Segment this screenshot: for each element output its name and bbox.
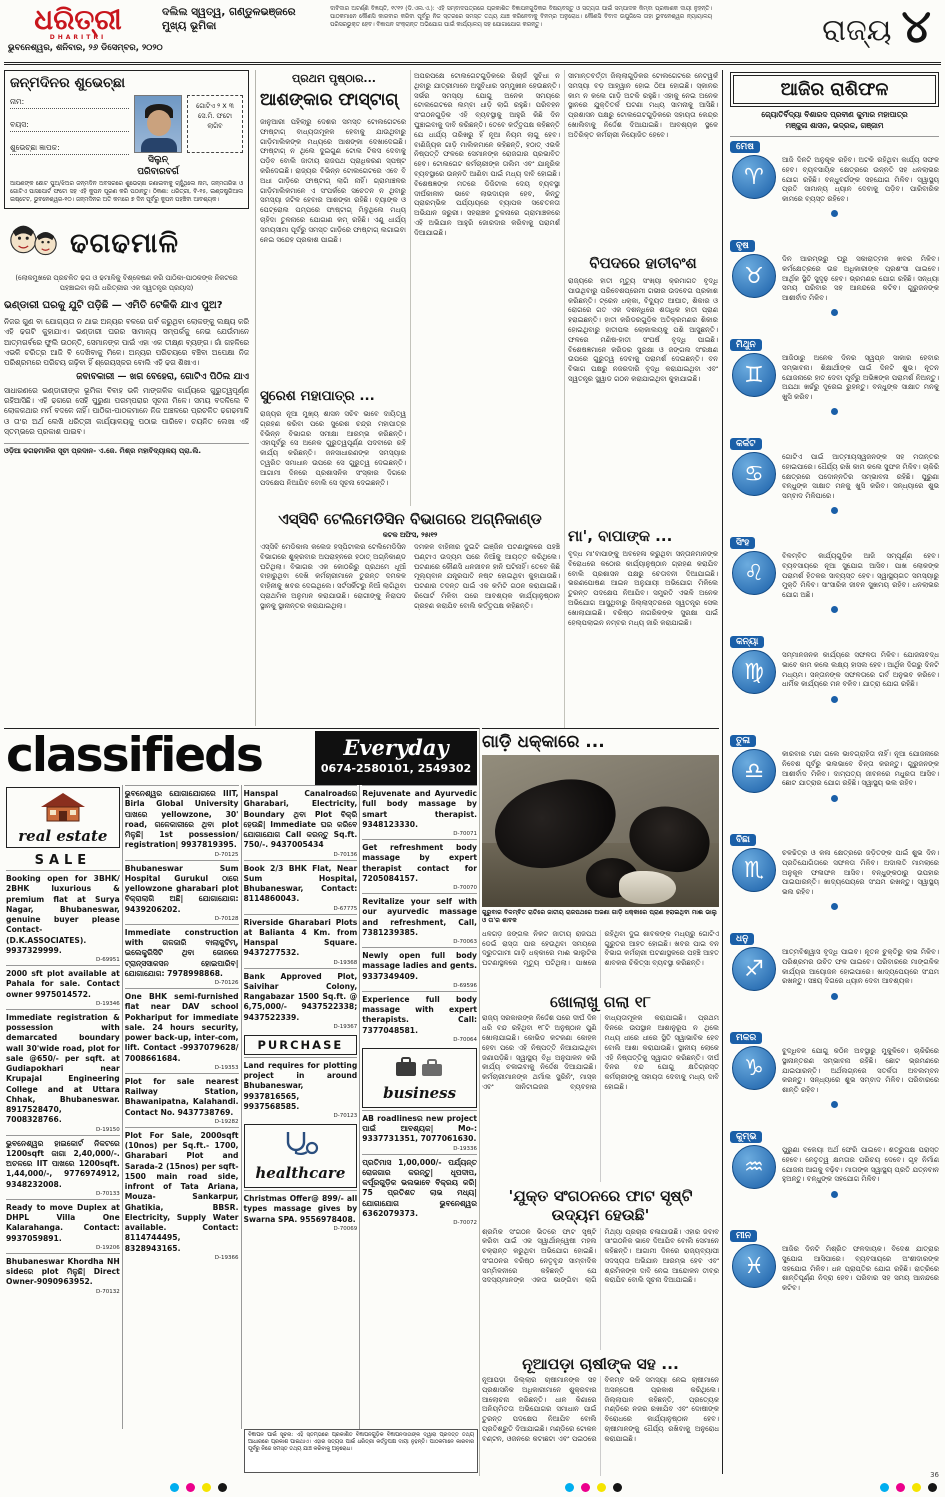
cyan-dot <box>880 1483 889 1492</box>
separator-dot <box>831 507 838 514</box>
yellow-dot <box>202 1483 211 1492</box>
fastag-body-col3: ସୀମାନ୍ତବର୍ତ୍ତୀ ଜିଲ୍ଲାଗୁଡ଼ିକର ଟୋଲଗେଟରେ ନେଟୱର୍କ ସମସ୍ୟା ବଡ଼ ଆହ୍ୱାନ ହୋଇ ଠିଆ ହୋଇଛି। ସ୍କାନର କାମ ନ କଲେ ଗାଡ଼ି ଅଟକି ରହୁଛି। ଏହାକୁ ନେଇ ଅନେକ ସ୍ଥାନରେ ଯୁକ୍ତିତର୍କ ଘଟଣା ମଧ୍ୟ ସାମନାକୁ ଆସିଛି। ପ୍ରଶାସନ ପକ୍ଷରୁ ଟୋଲଗେଟଗୁଡ଼ିକରେ ସହାୟତା କେନ୍ଦ୍ର ଖୋଲିବାକୁ ନିର୍ଦ୍ଦେଶ ଦିଆଯାଇଛି। ଆବଶ୍ୟକ ସ୍ଥଳେ ଅତିରିକ୍ତ କର୍ମଚାରୀ ନିୟୋଜିତ ହେବେ। <box>568 72 718 139</box>
separator-dot <box>831 606 838 613</box>
christmas-ad <box>244 1190 358 1234</box>
classified-ad <box>125 924 239 988</box>
separator-dot <box>831 993 838 1000</box>
ad-id: D-67775 <box>333 905 358 912</box>
dhagadhamali-credit: ଓଡ଼ିଆ ଢଗଢମାଳିର ସୂଚୀ ପ୍ରଦାନ- ଏ.ଜେ. ମିଶ୍ର ମହାବିଦ୍ୟାଳୟ ପ୍ରା.ଲି. <box>4 443 249 456</box>
fastag-headline: ଆଶଙ୍କାର ଫାସ୍ଟାଗ୍ <box>260 90 399 110</box>
zodiac-icon <box>732 1244 776 1288</box>
zodiac-icon <box>732 650 776 694</box>
fastag-body-col2: ଅପରପକ୍ଷେ ଟୋଲଗେଟଗୁଡ଼ିକରେ ରିଚାର୍ଜ ସୁବିଧା ନ ଥିବାରୁ ଯାତ୍ରୀମାନେ ଅସୁବିଧାର ସମ୍ମୁଖୀନ ହେଉଛନ୍ତି। ସର୍ଭର ସମସ୍ୟା ଯୋଗୁ ଅନେକ ସମୟରେ ଟୋଲଗେଟରେ ଲମ୍ବା ଧାଡ଼ି ଲାଗି ରହୁଛି। ପରିବହନ ସଂଗଠନଗୁଡ଼ିକ ଏହି ବ୍ୟବସ୍ଥାକୁ ଆହୁରି କିଛି ଦିନ ଘୁଞ୍ଚାଇବାକୁ ଦାବି କରିଛନ୍ତି। ତେବେ କର୍ତ୍ତୃପକ୍ଷ କହିଛନ୍ତି ଯେ ଧାର୍ଯ୍ୟ ତାରିଖରୁ ହିଁ ନୂଆ ନିୟମ ଲାଗୁ ହେବ। ବାଣିଜ୍ୟିକ ଗାଡ଼ି ମାଲିକମାନେ କହିଛନ୍ତି, ହଠାତ୍ ଏଭଳି ନିଷ୍ପତ୍ତି ଫଳରେ ସେମାନଙ୍କ ରୋଜଗାର ପ୍ରଭାବିତ ହେବ। ଟୋଲଗେଟ କର୍ମଚାରୀଙ୍କ ତାଲିମ ଏବଂ ଯାନ୍ତ୍ରିକ ବ୍ୟବସ୍ଥାରେ ଉନ୍ନତି ଆଣିବା ପାଇଁ ମଧ୍ୟ ଦାବି ହୋଇଛି। ବିଶେଷଜ୍ଞଙ୍କ ମତରେ ଡିଜିଟାଲ ଦେୟ ବ୍ୟବସ୍ଥା ଦୀର୍ଘକାଳୀନ ଭାବେ ଲାଭଦାୟକ ହେବ, କିନ୍ତୁ ପ୍ରାରମ୍ଭିକ ପର୍ଯ୍ୟାୟରେ ବ୍ୟାପକ ସଚେତନତା ଅଭିଯାନ ଜରୁରୀ। ସହରାଞ୍ଚଳ ତୁଳନାରେ ଗ୍ରାମାଞ୍ଚଳରେ ଏହି ଅଭିଯାନ ଆହୁରି ଜୋରଦାର କରିବାକୁ ପରାମର୍ଶ ଦିଆଯାଇଛି। <box>414 72 560 237</box>
elephant-body: ରାଜ୍ୟରେ ହାତୀ ମୃତ୍ୟୁ ସଂଖ୍ୟା କ୍ରମାଗତ ବୃଦ୍ଧି ପାଉଥିବାରୁ ପରିବେଶପ୍ରେମୀ ଗଭୀର ଉଦବେଗ ପ୍ରକାଶ କରିଛନ୍ତି। ଟ୍ରେନ ଧକ୍କା, ବିଦ୍ୟୁତ ଆଘାତ, ଶିକାର ଓ ରୋଗରେ ଗତ ଏକ ଦଶନ୍ଧିରେ ଶତାଧିକ ହାତୀ ପ୍ରାଣ ହରାଇଛନ୍ତି। ହାତୀ କରିଡରଗୁଡ଼ିକ ଅତିକ୍ରମଣର ଶିକାର ହୋଇଥିବାରୁ ହାତୀପଲ ଲୋକାଲୟକୁ ପଶି ଆସୁଛନ୍ତି। ଫଳରେ ମଣିଷ-ହାତୀ ସଂଘର୍ଷ ବୃଦ୍ଧି ପାଇଛି। ବିଶେଷଜ୍ଞମାନେ କରିଡର ସୁରକ୍ଷା ଓ ଜଙ୍ଗଲ ସଂରକ୍ଷଣ ଉପରେ ଗୁରୁତ୍ୱ ଦେବାକୁ ପରାମର୍ଶ ଦେଇଛନ୍ତି। ବନ ବିଭାଗ ପକ୍ଷରୁ ନଜରଦାରି ବୃଦ୍ଧି କରାଯାଇଥିବା ଏବଂ ସ୍ୱତନ୍ତ୍ର ସ୍କ୍ୱାଡ ଗଠନ କରାଯାଇଥିବା କୁହାଯାଇଛି। <box>568 277 718 383</box>
black-dot <box>218 1483 227 1492</box>
column-rule <box>564 70 565 728</box>
sign-prediction: ଆଜିର ଦିନଟି ମିଶ୍ରିତ ଫଳଦାୟକ। ବିଦେଶ ଯାତ୍ରାର ସୁଯୋଗ ଆସିପାରେ। ବ୍ୟବସାୟରେ ଅଂଶୀଦାରଙ୍କ ସହଯୋଗ ମିଳିବ। ଧନ ପ୍ରାପ୍ତିର ଯୋଗ ରହିଛି। ରାତ୍ରିରେ ଶାନ୍ତିପୂର୍ଣ୍ଣ ନିଦ୍ରା ହେବ। ପରିବାର ସହ ସମୟ ଆନନ୍ଦରେ କଟିବ। <box>782 1245 939 1293</box>
ad-id: D-70126 <box>214 980 239 986</box>
logo-text: ଧରିତ୍ରୀ <box>34 3 122 36</box>
zodiac-glyph: ♋ <box>744 461 764 487</box>
newspaper-logo <box>8 3 163 54</box>
business-logo-box <box>362 1048 477 1108</box>
birthday-field-age: ବୟସ: <box>10 120 129 132</box>
horoscope-sign <box>730 535 939 634</box>
scb-body-col1: ଏସ୍‌ସିବି ମେଡିକାଲ କଲେଜ ହସ୍ପିଟାଲର ଟେଲିମେଡିସିନ ବିଭାଗରେ ଶୁକ୍ରବାର ଅପରାହ୍ନରେ ହଠାତ୍ ଅଗ୍ନିକାଣ୍ଡ ଘଟିଥିଲା। ବିଭାଗର ଏକ କୋଠରିରୁ ପ୍ରଥମେ ଧୂଆଁ ବାହାରୁଥିବା ଦେଖି କର୍ମଚାରୀମାନେ ତୁରନ୍ତ ଦମକଳ ବାହିନୀକୁ ଖବର ଦେଇଥିଲେ। ସର୍ଟସର୍କିଟରୁ ନିଆଁ ଲାଗିଥିବା ପ୍ରାଥମିକ ଅନୁମାନ କରାଯାଉଛି। ରୋଗୀଙ୍କୁ ନିରାପଦ ସ୍ଥାନକୁ ସ୍ଥାନାନ୍ତର କରାଯାଇଥିଲା। <box>260 543 406 610</box>
ad-id: D-70128 <box>214 915 239 922</box>
ad-text: ଭୁବନେଶ୍ୱର ଯୋଗାଯୋଗରେ IIIT, Birla Global University ପାଖରେ yellowzone, 30' road, ଗଳେକାରୀରେ ଥିବା plot ମିଳୁଛି| 1st possession/ registration| 9937819395. <box>124 789 239 850</box>
separator-dot <box>831 696 838 703</box>
ad-id: D-70123 <box>333 1113 358 1119</box>
ad-text: Newly open full body massage ladies and gents. 9337349409. <box>362 951 477 981</box>
birthday-field-sender: ଶୁଭେଚ୍ଛା ଜ୍ଞାପକ: <box>10 143 129 155</box>
zodiac-icon <box>732 749 776 793</box>
classified-ad <box>362 839 477 893</box>
nuapada-body: ନୂଆପଡ଼ା ଜିଲ୍ଲାର ଚାଷୀମାନଙ୍କ ସହ ପ୍ରଶାସନିକ ଅଧିକାରୀମାନେ ଶୁକ୍ରବାର ଆଲୋଚନା କରିଛନ୍ତି। ଧାନ କିଣାରେ ଅନିୟମିତତା ଅଭିଯୋଗର ସମାଧାନ ପାଇଁ ତୁରନ୍ତ ପଦକ୍ଷେପ ନିଆଯିବ ବୋଲି ପ୍ରତିଶ୍ରୁତି ଦିଆଯାଇଛି। ମଣ୍ଡିରେ ଟୋକନ ବଣ୍ଟନ, ଓଜନରେ କଟାଛଟା ଏବଂ ପଇଠରେ ବିଳମ୍ବ ଭଳି ସମସ୍ୟା ନେଇ ଚାଷୀମାନେ ଅସନ୍ତୋଷ ପ୍ରକାଶ କରିଥିଲେ। ଜିଲ୍ଲାପାଳ କହିଛନ୍ତି, ପ୍ରତ୍ୟେକ ମଣ୍ଡିରେ ନଜର ରଖାଯିବ ଏବଂ ଦୋଷୀଙ୍କ ବିରୋଧରେ କାର୍ଯ୍ୟାନୁଷ୍ଠାନ ହେବ। ଚାଷୀମାନଙ୍କୁ ଧୈର୍ଯ୍ୟ ରଖିବାକୁ ଅନୁରୋଧ କରାଯାଇଛି। <box>482 1376 719 1443</box>
ad-text: Plot For Sale, 2000sqft (10nos) per Sq.ft.- 1700, Gharabari Plot and Sarada-2 (15nos) per sqft-1500 main road side, infront of Tata Ariana, Mouza- Sankarpur, Ghatikia, BBSR. Electricity, Supply Water available. Contact: 8114744495, 8328943165. <box>124 1130 239 1253</box>
khola-body: ରାଜ୍ୟ ସରକାରଙ୍କ ନିର୍ଦ୍ଦେଶ ପରେ ଦୀର୍ଘ ଦିନ ଧରି ବନ୍ଦ ରହିଥିବା ୧୮ଟି ଅନୁଷ୍ଠାନ ପୁଣି ଖୋଲାଯାଇଛି। କୋଭିଡ କଟକଣା କୋହଳ ହେବା ପରେ ଏହି ନିଷ୍ପତ୍ତି ନିଆଯାଇଥିବା ଜଣାପଡ଼ିଛି। ସ୍ୱାସ୍ଥ୍ୟ ବିଧି ଅନୁପାଳନ କରି କାର୍ଯ୍ୟ ଚଳାଇବାକୁ ନିର୍ଦ୍ଦେଶ ଦିଆଯାଇଛି। କର୍ମଚାରୀମାନଙ୍କ ଥର୍ମାଲ ସ୍କ୍ରିନିଂ, ମାସ୍କ ଏବଂ ସାନିଟାଇଜର ବ୍ୟବହାର ବାଧ୍ୟତାମୂଳକ କରାଯାଇଛି। ପ୍ରଥମ ଦିନରେ ଉପସ୍ଥାନ ଆଶାନୁରୂପ ନ ଥିଲେ ମଧ୍ୟ ଧୀରେ ଧୀରେ ସ୍ଥିତି ସ୍ୱାଭାବିକ ହେବ ବୋଲି ଆଶା କରାଯାଉଛି। ସ୍ଥାନୀୟ ଲୋକେ ଏହି ନିଷ୍ପତ୍ତିକୁ ସ୍ୱାଗତ କରିଛନ୍ତି। ଦୀର୍ଘ ଦିନର ବନ୍ଦ ଯୋଗୁ କ୍ଷତିଗ୍ରସ୍ତ କର୍ମଚାରୀଙ୍କୁ ସହାୟତା ଦେବାକୁ ମଧ୍ୟ ଦାବି ହୋଇଛି। <box>482 1014 719 1091</box>
divider <box>730 136 939 137</box>
zodiac-sign-name: ଧନୁ <box>730 933 754 945</box>
real-estate-label: real estate <box>18 827 108 845</box>
classifieds-col-3 <box>242 785 361 1429</box>
classified-ad <box>362 947 477 991</box>
ad-text: Riverside Gharabari Plots at Balianta 4 Km. from Hanspal Square. 9437277532. <box>243 917 358 958</box>
sign-prediction: ଚଳଚ୍ଚିତ୍ର ଓ କଳା କ୍ଷେତ୍ରରେ ଜଡ଼ିତଙ୍କ ପାଇଁ ଶୁଭ ଦିନ। ପ୍ରତିଯୋଗିତାରେ ସଫଳତା ମିଳିବ। ଅଦାଲତି ମାମଲାରେ ଅନୁକୂଳ ଫଳାଫଳ ଆସିବ। ବନ୍ଧୁଙ୍କଠାରୁ ଉପହାର ପାଇପାରନ୍ତି। ଖାଦ୍ୟପେୟରେ ସଂଯମ ରଖନ୍ତୁ। ସ୍ୱାସ୍ଥ୍ୟ ଭଲ ରହିବ। <box>782 849 939 897</box>
ads-col1 <box>6 870 120 1297</box>
column-rule <box>410 70 411 506</box>
zodiac-icon <box>732 1046 776 1090</box>
cartoon-faces-icon <box>4 217 62 271</box>
bear-photo-caption: ଗୁରୁବାର ବିଳମ୍ବିତ ରାତିରେ ଜାତୀୟ ରାଜପଥରେ ଅଜଣା ଗାଡ଼ି ଧକ୍କାରେ ପ୍ରାଣ ହରାଇଥିବା ମାଈ ଭାଲୁ ଓ ତା'ର ଶାବକ <box>482 909 718 925</box>
classifieds-section <box>4 728 480 1476</box>
real-estate-logo-box <box>6 787 120 848</box>
zodiac-glyph: ♓ <box>744 1253 764 1279</box>
classified-ad <box>362 1110 477 1154</box>
sale-header: SALE <box>34 853 92 868</box>
classified-ad <box>6 870 120 965</box>
black-dot <box>928 1483 937 1492</box>
ad-id: D-19368 <box>333 959 358 966</box>
zodiac-glyph: ♍ <box>744 659 764 685</box>
ad-id: D-69951 <box>96 957 120 963</box>
magenta-dot <box>186 1483 195 1492</box>
masthead <box>4 0 941 65</box>
sign-prediction: ଆତ୍ମବିଶ୍ୱାସ ବୃଦ୍ଧି ପାଇବ। ନୂତନ ଚୁକ୍ତିରୁ ଲାଭ ମିଳିବ। ପରିଶ୍ରମର ଉଚିତ ଫଳ ପାଇବେ। ପରିବାରରେ ମାଙ୍ଗଳିକ କାର୍ଯ୍ୟର ଆୟୋଜନ ହୋଇପାରେ। ଖାଦ୍ୟପେୟରେ ସଂଯମ ରଖନ୍ତୁ। ସଞ୍ଚୟ ଦିଗରେ ଧ୍ୟାନ ଦେବା ଆବଶ୍ୟକ। <box>782 948 939 986</box>
ads-col3 <box>244 785 358 1032</box>
birthday-child-photo <box>134 95 182 153</box>
horoscope-sign <box>730 634 939 733</box>
classifieds-col-1 <box>4 785 123 1429</box>
classifieds-title: classifieds <box>6 728 262 783</box>
house-icon <box>33 791 93 823</box>
black-dot <box>613 1483 622 1492</box>
ad-text: Book 2/3 BHK Flat, Near Sum Hospital, Bhubaneswar, Contact: 8114860043. <box>243 863 358 904</box>
dhagadhamali-body-2: ସାଧାରଣରେ ଭଣ୍ଡାରୀଙ୍କ ଭୂମିକା ବିବାହ ଭଳି ମାଙ୍ଗଳିକ କାର୍ଯ୍ୟରେ ଗୁରୁତ୍ୱପୂର୍ଣ୍ଣ ରହିଆସିଛି। ଏହି ଢଗରେ ସେହି ପୁରୁଣା ପରମ୍ପରାର ସୂଚନା ମିଳେ। ସମୟ ବଦଳିଲେ ବି ଲୋକକଥାର ମର୍ମ ବଦଳେ ନାହିଁ। ପାଠିକା-ପାଠକମାନେ ନିଜ ଅଞ୍ଚଳରେ ପ୍ରଚଳିତ ଢଗଢମାଳି ଓ ତା'ର ଅର୍ଥ ଲେଖି ଧରିତ୍ରୀ କାର୍ଯ୍ୟାଳୟକୁ ପଠାଇ ପାରିବେ। ଚୟନିତ ଲେଖା ଏହି ସ୍ତମ୍ଭରେ ପ୍ରକାଶ ପାଇବ। <box>4 385 249 437</box>
birthday-title: ଜନ୍ମଦିନର ଶୁଭେଚ୍ଛା <box>10 75 126 91</box>
zodiac-glyph: ♏ <box>744 857 764 883</box>
ad-id: D-19206 <box>96 1244 120 1251</box>
horoscope-sign <box>730 733 939 832</box>
horoscope-sign <box>730 436 939 535</box>
classified-ad <box>125 988 239 1073</box>
khola-headline: ଖୋଲାଖୁ ଗଲା ୧୮ <box>550 992 651 1011</box>
union-body: ଶ୍ରମିକ ସଂଗଠନ ଭିତରେ ଫାଟ ସୃଷ୍ଟି କରିବା ପାଇଁ ଏକ ସ୍ୱାର୍ଥାନ୍ୱେଷୀ ମହଲ ଚକ୍ରାନ୍ତ କରୁଥିବା ଅଭିଯୋଗ ହୋଇଛି। ସଂଗଠନର ବରିଷ୍ଠ ନେତୃବୃନ୍ଦ ସାମ୍ବାଦିକ ସମ୍ମିଳନୀରେ କହିଛନ୍ତି ଯେ ସଦସ୍ୟମାନଙ୍କ ଏକତା ଭାଙ୍ଗିବା ଲାଗି ମିଥ୍ୟା ପ୍ରଚାର ଚଳାଯାଉଛି। ଏହାର ଜବାବ ସାଂଗଠନିକ ଭାବେ ଦିଆଯିବ ବୋଲି ସେମାନେ କହିଛନ୍ତି। ଆଗାମୀ ଦିନରେ ରାଜ୍ୟବ୍ୟାପୀ ସଦସ୍ୟତା ଅଭିଯାନ ଆରମ୍ଭ ହେବ ଏବଂ ଶ୍ରମିକଙ୍କ ଦାବି ନେଇ ଆନ୍ଦୋଳନ ତୀବ୍ର କରାଯିବ ବୋଲି ସୂଚନା ଦିଆଯାଇଛି। <box>482 1227 719 1285</box>
classified-ad <box>244 968 358 1032</box>
ads-col2 <box>125 785 239 1263</box>
classifieds-brand-box <box>315 731 477 785</box>
zodiac-icon <box>732 551 776 595</box>
zodiac-sign-name: ବିଛା <box>730 834 756 846</box>
ad-id: D-19367 <box>333 1023 358 1030</box>
bear-headline: ଗାଡ଼ି ଧକ୍କାରେ ... <box>482 732 605 752</box>
ad-id: D-70133 <box>96 1190 120 1197</box>
scb-dateline: କଟକ ଅଫିସ, ୨୫ା୧୨ <box>382 531 438 539</box>
classified-ad <box>6 1009 120 1135</box>
ads-col4 <box>362 785 477 1045</box>
horoscope-sign <box>730 337 939 436</box>
ad-text: Booking open for 3BHK/ 2BHK luxurious & premium flat at Surya Nagar, Bhubaneswar, genuine buyer please Contact- (D.K.ASSOCIATES). 9937329999. <box>6 874 120 955</box>
ad-id: D-69596 <box>453 982 477 989</box>
purchase-header: PURCHASE <box>244 1035 358 1055</box>
classified-ad <box>362 785 477 839</box>
separator-dot <box>831 903 838 910</box>
photo-face <box>147 110 171 136</box>
dateline: ଭୁବନେଶ୍ୱର, ଶନିବାର, ୨୬ ଡିସେମ୍ବର, ୨୦୨୦ <box>8 43 163 54</box>
parents-headline: ମା', ବାପାଙ୍କ ... <box>568 527 673 545</box>
classified-ad <box>362 1154 477 1229</box>
sign-prediction: ଦିନ ଆରମ୍ଭରୁ ଘରୁ ସକାରାତ୍ମକ ଖବର ମିଳିବ। କର୍ମକ୍ଷେତ୍ରରେ ଉଚ୍ଚ ଅଧିକାରୀଙ୍କ ପ୍ରଶଂସା ପାଇବେ। ଆର୍ଥିକ ସ୍ଥିତି ସୁଦୃଢ଼ ହେବ। ଭ୍ରମଣର ଯୋଗ ରହିଛି। ସନ୍ଧ୍ୟା ସମୟ ପରିବାର ସହ ଆନନ୍ଦରେ କଟିବ। ଗୁରୁଜନଙ୍କ ଆଶୀର୍ବାଦ ମିଳିବ। <box>782 255 939 303</box>
ad-text: Hanspal Canalroadରେ Gharabari, Electricity, Boundary ଥିବା Plot ବିକ୍ରି ହେଉଛି| Immediate ଘର କରିବେ ଯୋଗାଯୋଗ Call କରନ୍ତୁ Sq.ft. 750/-. 9437005434 <box>243 789 358 850</box>
magenta-dot <box>896 1483 905 1492</box>
ads-col4b <box>362 1110 477 1228</box>
ad-id: D-19346 <box>96 1000 120 1007</box>
print-registration-strip <box>0 1479 945 1497</box>
horoscope-sign <box>730 1129 939 1228</box>
cyan-dot <box>565 1483 574 1492</box>
zodiac-sign-name: ମୀନ <box>730 1230 757 1242</box>
zodiac-sign-name: କନ୍ୟା <box>730 636 764 648</box>
union-headline: 'ଯୁକ୍ତ ସଂଗଠନରେ ଫାଟ ସୃଷ୍ଟି ଉଦ୍ୟମ ହେଉଛି' <box>508 1187 693 1224</box>
suresh-body: ରାଜ୍ୟର ନୂଆ ମୁଖ୍ୟ ଶାସନ ସଚିବ ଭାବେ ଦାୟିତ୍ୱ ଗ୍ରହଣ କରିବା ପରେ ସୁରେଶ ଚନ୍ଦ୍ର ମହାପାତ୍ର ବିଭିନ୍ନ ବିଭାଗର ସମୀକ୍ଷା ଆରମ୍ଭ କରିଛନ୍ତି। ଏହାପୂର୍ବରୁ ସେ ଅନେକ ଗୁରୁତ୍ୱପୂର୍ଣ୍ଣ ପଦବୀରେ ରହି କାର୍ଯ୍ୟ କରିଛନ୍ତି। ଜନସାଧାରଣଙ୍କ ସମସ୍ୟାର ତ୍ୱରିତ ସମାଧାନ ଉପରେ ସେ ଗୁରୁତ୍ୱ ଦେଇଛନ୍ତି। ଆଗାମୀ ଦିନରେ ପ୍ରଶାସନିକ ସଂସ୍କାର ଦିଗରେ ପଦକ୍ଷେପ ନିଆଯିବ ବୋଲି ସେ ସୂଚନା ଦେଇଛନ୍ତି। <box>260 410 406 487</box>
scb-body-col2: ଦମକଳ ବାହିନୀର ଦୁଇଟି ଇଞ୍ଜିନ ଘଟଣାସ୍ଥଳରେ ପହଞ୍ଚି ଘଣ୍ଟାଏ ଉଦ୍ୟମ ପରେ ନିଆଁକୁ ଆୟତ୍ତ କରିଥିଲେ। ଘଟଣାରେ କୌଣସି ଧନଜୀବନ ହାନି ଘଟିନାହିଁ। ତେବେ କିଛି ମୂଲ୍ୟବାନ ଯନ୍ତ୍ରପାତି ନଷ୍ଟ ହୋଇଥିବା କୁହାଯାଉଛି। ଘଟଣାର ତଦନ୍ତ ପାଇଁ ଏକ କମିଟି ଗଠନ କରାଯାଇଛି। ରିପୋର୍ଟ ମିଳିବା ପରେ ଆବଶ୍ୟକ କାର୍ଯ୍ୟାନୁଷ୍ଠାନ ଗ୍ରହଣ କରାଯିବ ବୋଲି କର୍ତ୍ତୃପକ୍ଷ କହିଛନ୍ତି। <box>414 543 560 610</box>
birthday-wishes-box <box>4 70 249 209</box>
ad-text: Christmas Offer@ 899/- all types massage gives by Swarna SPA. 9556978408. <box>243 1194 358 1224</box>
zodiac-glyph: ♌ <box>744 560 764 586</box>
classified-ad <box>125 785 239 860</box>
zodiac-sign-name: ମେଷ <box>730 141 760 153</box>
ad-id: D-19336 <box>453 1145 477 1152</box>
healthcare-logo-box <box>244 1124 358 1188</box>
masthead-notice <box>162 6 712 33</box>
ad-id: D-70125 <box>214 851 239 858</box>
zodiac-sign-name: ମକର <box>730 1032 762 1044</box>
ad-id: D-70136 <box>333 851 358 858</box>
horoscope-list <box>730 139 939 1327</box>
nuapada-headline: ନୂଆପଡ଼ା ଚାଷୀଙ୍କ ସହ ... <box>522 1354 679 1373</box>
cyan-dot <box>170 1483 179 1492</box>
ad-id: D-19353 <box>214 1064 239 1071</box>
sign-prediction: ବିଳମ୍ବିତ କାର୍ଯ୍ୟଗୁଡ଼ିକ ଆଜି ସମ୍ପୂର୍ଣ୍ଣ ହେବ। ବ୍ୟବସାୟରେ ନୂଆ ସୁଯୋଗ ଆସିବ। ପାଖ ଲୋକଙ୍କ ପରାମର୍ଶ ହିତକର ସାବ୍ୟସ୍ତ ହେବ। ସ୍ୱାସ୍ଥ୍ୟଗତ ସମସ୍ୟାରୁ ମୁକ୍ତି ମିଳିବ। ସାଂସାରିକ ଜୀବନ ସୁଖମୟ ରହିବ। ଧନଲାଭର ଯୋଗ ଅଛି। <box>782 552 939 600</box>
healthcare-label: healthcare <box>255 1164 346 1182</box>
ad-text: 2000 sft plot available at Pahala for sale. Contact owner 9975014572. <box>6 969 120 999</box>
horoscope-title: ଆଜିର ରାଶିଫଳ <box>733 75 936 104</box>
ad-id: D-70064 <box>453 1036 477 1043</box>
print-folio-number: 36 <box>930 1471 939 1479</box>
ad-id: D-70071 <box>453 831 477 837</box>
zodiac-sign-name: ତୁଳା <box>730 735 756 747</box>
zodiac-icon <box>732 155 776 199</box>
classifieds-header <box>4 729 479 785</box>
ad-text: Land requires for plotting project in around Bhubaneswar, 9937816565, 9937568585. <box>243 1060 358 1111</box>
zodiac-icon <box>732 353 776 397</box>
notice-body: ଦାବିଦାର ଅଟର୍ଣ୍ଣି ବିଜ୍ଞପ୍ତି, ୧୯୧୨ (ଡି.ଏଲ.ଏ.): ଏହି ସମ୍ବାଦପତ୍ରରେ ପ୍ରକାଶିତ ବିଜ୍ଞାପନଗୁଡ଼ିକର ବିଷୟବସ୍ତୁ ଓ ସତ୍ୟତା ପାଇଁ ସମ୍ପାଦକ କିମ୍ବା ପ୍ରକାଶକ ଦାୟୀ ନୁହନ୍ତି। ପାଠକମାନେ କୌଣସି କାରବାର କରିବା ପୂର୍ବରୁ ନିଜ ସ୍ତରରେ ସମସ୍ତ ତଥ୍ୟ ଯାଞ୍ଚ କରିନେବାକୁ ବିନମ୍ର ଅନୁରୋଧ। କୌଣସି ବିବାଦ ଉପୁଜିଲେ ତାହା ଭୁବନେଶ୍ୱର ନ୍ୟାୟାଳୟ ପରିସରଭୁକ୍ତ ହେବ। ବିଜ୍ଞାପନ ସଂକ୍ରାନ୍ତ ଅଭିଯୋଗ ପାଇଁ କାର୍ଯ୍ୟାଳୟ ସହ ଯୋଗାଯୋଗ କରନ୍ତୁ। <box>330 6 712 28</box>
continued-from-page1-label: ପ୍ରଥମ ପୃଷ୍ଠାର... <box>292 72 376 85</box>
ad-text: AB roadlinesର new project ପାଇଁ ଆବଶ୍ୟକ| Mo-: 9337731351, 7077061630. <box>362 1113 477 1144</box>
ad-id: D-19150 <box>96 1126 120 1133</box>
classified-ad <box>6 1199 120 1253</box>
sign-prediction: ପୁରୁଣା ବକେୟା ଅର୍ଥ ଫେରି ପାଇବେ। ଶତ୍ରୁପକ୍ଷ ପରାସ୍ତ ହେବେ। ନେତୃତ୍ୱ କ୍ଷମତାର ପରିଚୟ ଦେବେ। ଗୃହ ନିର୍ମାଣ ଯୋଜନା ଆଗକୁ ବଢ଼ିବ। ମାତାଙ୍କ ସ୍ୱାସ୍ଥ୍ୟ ପ୍ରତି ଯତ୍ନବାନ ହୁଅନ୍ତୁ। ବନ୍ଧୁଙ୍କ ସହଯୋଗ ମିଳିବ। <box>782 1146 939 1184</box>
bear-body: ଧଳଗଡ଼ ଜଙ୍ଗଲ ନିକଟ ଜାତୀୟ ରାଜପଥ ଡେଇଁ ରାସ୍ତା ପାର ହେଉଥିବା ସମୟରେ ଦ୍ରୁତଗାମୀ ଗାଡ଼ି ଧକ୍କାରେ ମାଈ ଭାଲୁଟିର ଘଟଣାସ୍ଥଳରେ ମୃତ୍ୟୁ ଘଟିଥିଲା। ପାଖରେ ରହିଥିବା ଦୁଇ ଶାବକଙ୍କ ମଧ୍ୟରୁ ଗୋଟିଏ ଗୁରୁତର ଆହତ ହୋଇଛି। ଖବର ପାଇ ବନ ବିଭାଗ କର୍ମଚାରୀ ଘଟଣାସ୍ଥଳରେ ପହଞ୍ଚି ଆହତ ଶାବକର ଚିକିତ୍ସା ବ୍ୟବସ୍ଥା କରିଛନ୍ତି। <box>482 929 719 968</box>
classified-ad <box>6 965 120 1009</box>
zodiac-glyph: ♊ <box>744 362 764 388</box>
cmyk-marks-center <box>565 1483 622 1492</box>
classified-ad <box>125 1073 239 1127</box>
classified-ad <box>125 1127 239 1263</box>
logo-subtext: DHARITRI <box>49 34 107 42</box>
sign-prediction: ଆଜି ଦିନଟି ଅନୁକୂଳ ରହିବ। ଅଟକି ରହିଥିବା କାର୍ଯ୍ୟ ସଫଳ ହେବ। ବ୍ୟବସାୟିକ କ୍ଷେତ୍ରରେ ଉନ୍ନତି ସହ ଧନଲାଭର ଯୋଗ ରହିଛି। ବନ୍ଧୁବର୍ଗଙ୍କ ସହଯୋଗ ମିଳିବ। ସ୍ୱାସ୍ଥ୍ୟ ପ୍ରତି ସାମାନ୍ୟ ଧ୍ୟାନ ଦେବାକୁ ପଡ଼ିବ। ପାରିବାରିକ କାମରେ ବ୍ୟସ୍ତ ରହିବେ। <box>782 156 939 204</box>
zodiac-glyph: ♒ <box>744 1154 764 1180</box>
astrologer-name: ଜ୍ୟୋତିର୍ବିଦ୍ୟା ବିଶାରଦ ପ୍ରବୀଣ କୁମାର ମହାପାତ୍ର <box>761 110 908 119</box>
ad-id: D-70069 <box>333 1225 358 1232</box>
ad-text: Bank Approved Plot, Saivihar Colony, Rangabazar 1500 Sq.ft. @ 6,75,000/- 9437522338; 9437522339. <box>243 971 358 1022</box>
zodiac-glyph: ♐ <box>744 956 764 982</box>
zodiac-icon <box>732 1145 776 1189</box>
dhagadhamali-respondent: ଜବାବକାରୀ — ଖଗ ବେହେରା, ଗୋଟିଏ ପିଠିଲ ଯାଏ <box>76 371 249 382</box>
ad-id: D-70072 <box>453 1220 477 1226</box>
advert-disclaimer-box: ବିଜ୍ଞାପନ ପାଇଁ ସୂଚନା: ଏହି ସ୍ତମ୍ଭରେ ପ୍ରକାଶିତ ବିଜ୍ଞାପନଗୁଡ଼ିକ ବିଜ୍ଞାପନଦାତାଙ୍କ ଦ୍ୱାରା ପ୍ରଦତ୍ତ ତଥ୍ୟ ଆଧାରରେ ପ୍ରକାଶ ପାଇଥାଏ। ଏହାର ସତ୍ୟତା ପାଇଁ ଧରିତ୍ରୀ କର୍ତ୍ତୃପକ୍ଷ ଦାୟୀ ନୁହନ୍ତି। ପାଠକମାନେ କାରବାର ପୂର୍ବରୁ ନିଜେ ସମସ୍ତ ତଥ୍ୟ ଯାଞ୍ଚ କରିବାକୁ ଅନୁରୋଧ। <box>244 1429 478 1473</box>
elephant-headline: ବିପଦରେ ହାତୀବଂଶ <box>589 254 697 272</box>
separator-dot <box>831 795 838 802</box>
scb-fire-headline: ଏସ୍‌ସିବି ଟେଲିମେଡିସିନ ବିଭାଗରେ ଅଗ୍ନିକାଣ୍ଡ <box>278 510 542 528</box>
business-label: business <box>383 1083 457 1102</box>
dhagadhamali-verse: ଭଣ୍ଡାରୀ ଘରକୁ ଯୁଟି ପଡ଼ିଛି — ଏମିତି ଟେକିକି ଯାଏ ପୁଅ? <box>4 299 223 311</box>
classifieds-col-2 <box>123 785 242 1429</box>
ad-id: D-19366 <box>214 1254 239 1261</box>
left-column <box>4 70 256 726</box>
ad-text: Bhubaneswar Sum Hospital Gurukul ଠାରେ yellowzone gharabari plot ବିକ୍ରାଲାଗି ଅଛି| ଯୋଗାଯୋଗ: 9439206202. <box>124 863 239 914</box>
suresh-headline: ସୁରେଶ ମହାପାତ୍ର ... <box>260 388 375 404</box>
dhagadhamali-section <box>4 217 249 456</box>
dhagadhamali-body-1: ନିଜର ଗୁଣ ବା ଯୋଗ୍ୟତା ନ ଥାଇ ଅନ୍ୟର ବଳରେ ଗର୍ବ କରୁଥିବା ଲୋକଙ୍କୁ ଲକ୍ଷ୍ୟ କରି ଏହି ଢଗଟି କୁହାଯାଏ। ଭଣ୍ଡାରୀ ଘରର ସାମାନ୍ୟ ସମ୍ପର୍କକୁ ନେଇ ଯେଉଁମାନେ ଆତ୍ମଗର୍ବରେ ଫୁଲି ଉଠନ୍ତି, ସେମାନଙ୍କ ପାଇଁ ଏହା ଏକ ତୀକ୍ଷ୍ଣ ବ୍ୟଙ୍ଗ। ଗାଁ ଗହଳିରେ ଏଭଳି ଚରିତ୍ର ଆଜି ବି ଦେଖିବାକୁ ମିଳେ। ଅନ୍ୟର ପରିଚୟରେ ବଞ୍ଚିବା ଅପେକ୍ଷା ନିଜ ପରିଶ୍ରମରେ ପରିଚୟ ଗଢ଼ିବା ହିଁ ଶ୍ରେୟସ୍କର ବୋଲି ଏହି ଢଗ ଶିଖାଏ। <box>4 316 249 368</box>
classifieds-col-4 <box>360 785 479 1429</box>
ad-id: D-70063 <box>453 939 477 945</box>
astrologer-address: ମଞ୍ଜୁଳା ଶାସନ, ଭଦ୍ରକ, ଗଞ୍ଜାମ <box>785 120 884 130</box>
dhagadhamali-title: ଢଗଢମାଳି <box>70 228 179 260</box>
horoscope-sign <box>730 139 939 238</box>
birthday-sender: ପରିବାରବର୍ଗ <box>137 167 179 177</box>
zodiac-sign-name: ବୃଷ <box>730 240 755 252</box>
ad-text: Plot for sale nearest Railway Station, Bhawanipatna, Kalahandi. Contact No. 9437738769. <box>124 1076 239 1117</box>
classified-ad <box>244 860 358 914</box>
ad-text: ପ୍ରତିମାସ 1,00,000/- ପର୍ଯ୍ୟନ୍ତ ରୋଜଗାର କରନ୍ତୁ| ଧୂପଦୀପ, କର୍ପୂରଗୁଡ଼ିକ ଭଲଭାବେ ବିକ୍ରୟ କରି| 75 ପ୍ରତିଶତ ଲାଭ ମଧ୍ୟ| ଯୋଗାଯୋଗ ଭୁବନେଶ୍ୱର 6362079373. <box>362 1157 477 1218</box>
yellow-dot <box>912 1483 921 1492</box>
parents-body: ବୃଦ୍ଧ ମା'ବାପାଙ୍କୁ ଅବହେଳା କରୁଥିବା ସନ୍ତାନମାନଙ୍କ ବିରୋଧରେ କଠୋର କାର୍ଯ୍ୟାନୁଷ୍ଠାନ ଗ୍ରହଣ କରାଯିବ ବୋଲି ପ୍ରଶାସନ ପକ୍ଷରୁ ଚେତାବନୀ ଦିଆଯାଇଛି। ଭରଣପୋଷଣ ଆଇନ ଅନୁଯାୟୀ ଅଭିଯୋଗ ମିଳିଲେ ତୁରନ୍ତ ପଦକ୍ଷେପ ନିଆଯିବ। ସମ୍ପ୍ରତି ଏଭଳି ଅନେକ ଅଭିଯୋଗ ଆସୁଥିବାରୁ ଜିଲ୍ଲାସ୍ତରରେ ସ୍ୱତନ୍ତ୍ର ସେଲ ଖୋଲାଯାଇଛି। ବରିଷ୍ଠ ନାଗରିକଙ୍କ ସୁରକ୍ଷା ପାଇଁ ହେଲ୍ପଲାଇନ ନମ୍ବର ମଧ୍ୟ ଜାରି କରାଯାଇଛି। <box>568 550 718 627</box>
ad-text: Immediate registration & possession with demarcated boundary wall 30'wide road, plot for sale @650/- per sqft. at Gudiapokhari near Krupajal Engineering College and at Uttara Chhak, Bhubaneswar. 8917528470, 7008328766. <box>6 1012 120 1125</box>
ad-text: Bhubaneswar Khordha NH sideରେ plot ମିଳୁଛି| Direct Owner-9090963952. <box>6 1256 120 1287</box>
zodiac-glyph: ♑ <box>744 1055 764 1081</box>
separator-dot <box>831 1101 838 1108</box>
horoscope-column <box>722 70 941 1474</box>
horoscope-sign <box>730 238 939 337</box>
separator-dot <box>831 210 838 217</box>
classifieds-brand: Everyday <box>343 735 449 760</box>
classifieds-phones: 0674-2580101, 2549302 <box>320 762 472 775</box>
zodiac-icon <box>732 254 776 298</box>
photo-placeholder-box: ଗୋଟିଏ ୨ X ୩ ସେ.ମି. ଫଟୋ ଲାଗିବ <box>187 95 243 153</box>
zodiac-glyph: ♉ <box>744 263 764 289</box>
horoscope-sign <box>730 832 939 931</box>
separator-dot <box>831 1191 838 1198</box>
bear-photo <box>482 755 719 907</box>
cmyk-marks-right <box>880 1483 937 1492</box>
classifieds-columns <box>4 785 479 1429</box>
briefcase-icon <box>394 1054 446 1080</box>
page-number: ୪ <box>901 0 931 53</box>
horoscope-sign <box>730 1030 939 1129</box>
zodiac-glyph: ♎ <box>744 758 764 784</box>
classified-ad <box>125 860 239 924</box>
zodiac-icon <box>732 947 776 991</box>
sign-prediction: ଗୋଟିଏ ପାଇଁ ଆତ୍ମୀୟସ୍ୱଜନଙ୍କ ସହ ମତାନ୍ତର ହୋଇପାରେ। ଧୈର୍ଯ୍ୟ ରଖି କାମ କଲେ ସୁଫଳ ମିଳିବ। ଚାକିରି କ୍ଷେତ୍ରରେ ପଦୋନ୍ନତିର ସମ୍ଭାବନା ରହିଛି। ପୁରୁଣା ବନ୍ଧୁଙ୍କ ସାକ୍ଷାତ ମନକୁ ଖୁସି କରିବ। ସନ୍ଧ୍ୟାରେ ଶୁଭ ସମ୍ବାଦ ମିଳିପାରେ। <box>782 453 939 501</box>
ad-id: D-70070 <box>453 885 477 891</box>
separator-dot <box>831 309 838 316</box>
zodiac-sign-name: କୁମ୍ଭ <box>730 1131 762 1143</box>
ad-id: D-70132 <box>96 1288 120 1295</box>
photo-shirt <box>141 138 177 153</box>
notice-title: ଦଲିଲ ସ୍ୱତ୍ୱ, ଗଣ୍ଡୁଳଭଞ୍ଜରେ ମୁଖ୍ୟ ଭୂମିକା <box>162 6 296 32</box>
classified-ad <box>244 785 358 860</box>
magenta-dot <box>581 1483 590 1492</box>
section-label <box>822 0 931 53</box>
classified-ad <box>6 1253 120 1297</box>
zodiac-icon <box>732 452 776 496</box>
dhagadhamali-subtitle: (ଲୋକମୁଖରେ ପ୍ରଚଳିତ ଢଗ ଓ ଢମାଳିକୁ ବିଶ୍ଳେଷଣ କରି ପାଠିକା-ପାଠକଙ୍କ ନିକଟରେ ପହଞ୍ଚାଇବା ଲାଗି ଧରିତ୍ରୀର ଏକ ସ୍ୱତନ୍ତ୍ର ପ୍ରୟାସ) <box>15 274 238 292</box>
sign-prediction: ଆଜିଠାରୁ ଅନେକ ଦିନର ସ୍ୱପ୍ନ ସାକାର ହେବାର ସମ୍ଭାବନା। ଶିକ୍ଷାର୍ଥୀଙ୍କ ପାଇଁ ଦିନଟି ଶୁଭ। ନୂତନ ଯୋଜନାରେ ହାତ ଦେବା ପୂର୍ବରୁ ଅଭିଜ୍ଞଙ୍କ ପରାମର୍ଶ ନିଅନ୍ତୁ। ଅଯଥା ଖର୍ଚ୍ଚରୁ ଦୂରେଇ ରୁହନ୍ତୁ। ବନ୍ଧୁଙ୍କ ସାକ୍ଷାତ ମନକୁ ଖୁସି କରିବ। <box>782 354 939 402</box>
photo-article-zone <box>482 728 719 1476</box>
horoscope-sign <box>730 1228 939 1327</box>
ad-text: Get refreshment body massage by expert therapist contact for 7205084157. <box>362 843 477 883</box>
white-sack <box>619 871 676 904</box>
sign-prediction: ବୁଦ୍ଧିବଳ ଯୋଗୁ କଠିନ ଅବସ୍ଥାରୁ ମୁକୁଳିବେ। ଚାକିରିରେ ସ୍ଥାନାନ୍ତରଣ ସମ୍ଭାବନା ରହିଛି। ଛୋଟ ଭ୍ରମଣରେ ଯାଇପାରନ୍ତି। ଅର୍ଥଲଗ୍ନରେ ସତର୍କତା ଅବଲମ୍ବନ କରନ୍ତୁ। ସନ୍ଧ୍ୟାରେ ଶୁଭ ସମ୍ବାଦ ମିଳିବ। ପରିବାରରେ ଶାନ୍ତି ରହିବ। <box>782 1047 939 1095</box>
sign-prediction: କାରବାର ମନ୍ଦା ଗଲେ ଭାବଗ୍ରାହିତା ନାହିଁ। ନୂଆ ଯୋଜନାରେ ନିବେଶ ପୂର୍ବରୁ ଭଲଭାବେ ଚିନ୍ତା କରନ୍ତୁ। ଗୁରୁଜନଙ୍କ ଆଶୀର୍ବାଦ ମିଳିବ। ଦାମ୍ପତ୍ୟ ଜୀବନରେ ମଧୁରତା ଆସିବ। ଛୋଟ ଯାତ୍ରାର ଯୋଗ ରହିଛି। ସ୍ୱାସ୍ଥ୍ୟ ଭଲ ରହିବ। <box>782 750 939 788</box>
birthday-child-name: ସିଲୁନ୍ <box>148 155 168 165</box>
zodiac-sign-name: କର୍କଟ <box>730 438 762 450</box>
classified-ad <box>6 1135 120 1199</box>
zodiac-glyph: ♈ <box>744 164 764 190</box>
zodiac-icon <box>732 848 776 892</box>
fastag-body-col1: ଜାନୁଆରୀ ପହିଲାରୁ ଦେଶର ସମସ୍ତ ଟୋଲଗେଟରେ ଫାଷ୍ଟାଗ୍ ବାଧ୍ୟତାମୂଳକ ହେବାକୁ ଯାଉଥିବାରୁ ଗାଡ଼ିମାଲିକଙ୍କ ମଧ୍ୟରେ ଆଶଙ୍କା ଦେଖାଦେଇଛି। ଫାଷ୍ଟାଗ୍ ନ ଥିଲେ ଦୁଇଗୁଣ ଟୋଲ ଟିକସ ଦେବାକୁ ପଡ଼ିବ ବୋଲି ଜାତୀୟ ରାଜପଥ ପ୍ରାଧିକରଣ ସ୍ପଷ୍ଟ କରିଦେଇଛି। ରାଜ୍ୟର ବିଭିନ୍ନ ଟୋଲଗେଟରେ ଏବେ ବି ଅଧା ଗାଡ଼ିରେ ଫାଷ୍ଟାଗ୍ ଲାଗି ନାହିଁ। ଗ୍ରାମାଞ୍ଚଳର ଗାଡ଼ିମାଲିକମାନେ ଏ ସଂପର୍କରେ ସଚେତନ ନ ଥିବାରୁ ସମସ୍ୟା ଜଟିଳ ହେବାର ଆଶଙ୍କା ରହିଛି। ବ୍ୟାଙ୍କ ଓ ପେଟ୍ରୋଲ ପମ୍ପରେ ଫାଷ୍ଟାଗ୍ ମିଳୁଥିଲେ ମଧ୍ୟ ଚାହିଦା ତୁଳନାରେ ଯୋଗାଣ କମ୍ ରହିଛି। ଏଣୁ ଧାର୍ଯ୍ୟ ସମୟସୀମା ପୂର୍ବରୁ ସମସ୍ତ ଗାଡ଼ିରେ ଫାଷ୍ଟାଗ୍ ଲଗାଇବା ନେଇ ସନ୍ଦେହ ପ୍ରକାଶ ପାଇଛି। <box>260 118 406 244</box>
zodiac-sign-name: ମିଥୁନ <box>730 339 762 351</box>
horoscope-sign <box>730 931 939 1030</box>
purchase-ad <box>244 1057 358 1121</box>
ad-text: Experience full body massage with expert therapists. Call: 7377048581. <box>362 994 477 1035</box>
stethoscope-icon <box>278 1130 322 1160</box>
classified-ad <box>362 893 477 947</box>
zodiac-sign-name: ସିଂହ <box>730 537 755 549</box>
ad-text: ଭୁବନେଶ୍ୱର ହାଇକୋର୍ଟ ନିକଟରେ 1200sqft ଜାଗା 2,40,000/-. ଅଚଳରେ IIT ପାଖରେ 1200sqft. 1,44,000/-, 9776974912, 9348232008. <box>6 1138 120 1189</box>
sign-prediction: ସମ୍ମାନଜନକ କାର୍ଯ୍ୟରେ ସଫଳତା ମିଳିବ। ଯୋଜନାବଦ୍ଧ ଭାବେ କାମ କଲେ ଲକ୍ଷ୍ୟ ହାସଲ ହେବ। ଆର୍ଥିକ ଦିଗରୁ ଦିନଟି ମଧ୍ୟମ। ସନ୍ତାନଙ୍କ ସଫଳତାରେ ଗର୍ବ ଅନୁଭବ କରିବେ। ଧାର୍ମିକ କାର୍ଯ୍ୟରେ ମନ ବଳିବ। ଯାତ୍ରା ଯୋଗ ରହିଛି। <box>782 651 939 689</box>
classified-ad <box>244 914 358 968</box>
ad-text: Rejuvenate and Ayurvedic full body massage by smart therapist. 9348123330. <box>362 789 477 829</box>
birthday-form <box>10 95 129 177</box>
section-name: ରାଜ୍ୟ <box>822 13 892 49</box>
birthday-field-name: ନାମ: <box>10 97 129 109</box>
ad-text: Immediate construction with ଗଳଜାରି ବାଲାକୁଟିମ୍, ଇଲେକ୍ଟ୍ରିସିଟି ଥିବା ଜୋନରେ ଟ୍ରାନ୍ସସାକସନ ହୋଇପାରିବ| ଯୋଗାଯୋଗ: 7978998868. <box>124 927 239 978</box>
middle-articles <box>260 70 720 728</box>
ad-text: Revitalize your self with our ayurvedic massage and refreshment, Call, 7381239385. <box>362 897 477 937</box>
separator-dot <box>831 408 838 415</box>
birthday-instructions: ଆପଣଙ୍କ ଛୋଟ ପୁଅ/ଝିଅର ଜନ୍ମଦିନ ଅବସରରେ ଶୁଭେଚ୍ଛା ଜଣାଇବାକୁ ଚାହୁଁଥିଲେ ନାମ, ଜନ୍ମତାରିଖ ଓ ଗୋଟିଏ ପାସପୋର୍ଟ ଫଟୋ ସହ ଏହି କୁପନ ପୂରଣ କରି ପଠାନ୍ତୁ। ଠିକଣା: ଧରିତ୍ରୀ, ବି-୧୫, ଇଣ୍ଡଷ୍ଟ୍ରିଆଲ ଇଷ୍ଟେଟ, ଭୁବନେଶ୍ୱର-୧୦। ଜନ୍ମଦିନର ଅତି କମରେ ୭ ଦିନ ପୂର୍ବରୁ କୁପନ ପହଞ୍ଚିବା ଆବଶ୍ୟକ। <box>10 181 243 203</box>
ad-id: D-19282 <box>214 1118 239 1125</box>
cmyk-marks-left <box>170 1483 227 1492</box>
classified-ad <box>362 991 477 1045</box>
ad-text: One BHK semi-furnished flat near DAV school Pokhariput for immediate sale. 24 hours security, power back-up, inter-com, lift. Contact -9937079628/ 7008661684. <box>124 992 239 1063</box>
ad-text: Ready to move Duplex at DHPL Villa One Kalarahanga. Contact: 9937059891. <box>6 1202 120 1243</box>
yellow-dot <box>597 1483 606 1492</box>
